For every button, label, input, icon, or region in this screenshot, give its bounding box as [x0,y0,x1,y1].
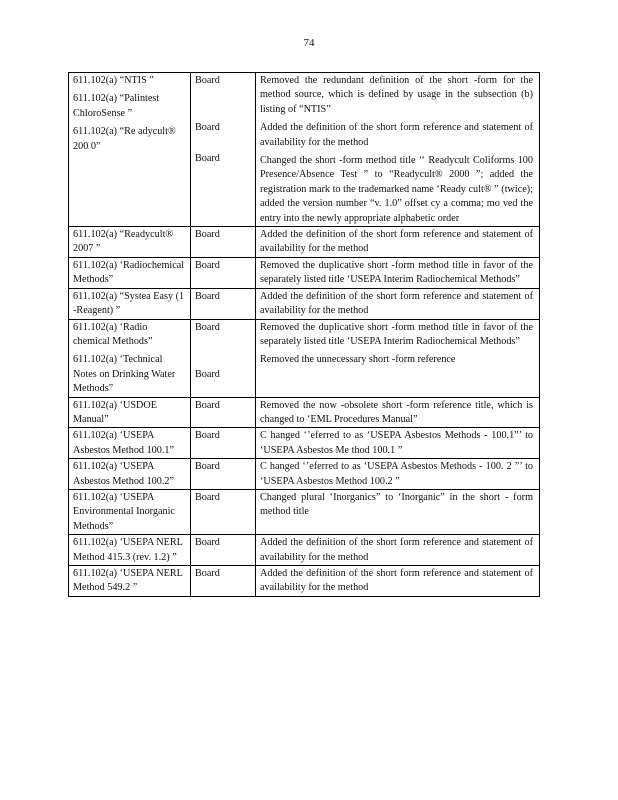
table-row [69,489,540,534]
action-cell: C hanged ‘’eferred to as ‘USEPA Asbestos Methods - 100. 2 ”’ to ‘USEPA Asbestos Method 100.2 ” [256,459,540,490]
action-cell: Removed the now -obsolete short -form reference title, which is changed to ‘EML Procedures Manual” [256,397,540,428]
agent-text: Board [195,152,220,164]
agent-text: Board [195,368,220,380]
table-row [69,227,540,258]
action-cell [256,73,540,227]
table-row [69,397,540,428]
agent-cell: Board [191,257,256,288]
agent-cell [191,319,256,397]
action-text: Removed the duplicative short -form method title in favor of the separately listed title ‘USEPA Interim Radiochemical Methods” [260,321,533,347]
agent-cell: Board [191,566,256,597]
table-row [69,428,540,459]
action-cell: Removed the duplicative short -form method title in favor of the separately listed title ‘USEPA Interim Radiochemical Methods” [256,257,540,288]
table-row [69,288,540,319]
action-text: Changed the short -form method title ‘‘ Readycult Coliforms 100 Presence/Absence Test ” to “Readycult® 2000 ”; added the registration mark to the trademarked name ‘Ready cult® ” (twice); added the version number “v. 1.0” offset cy a comma; mo ved the entry into the newly appropriate alphabetic order [260,155,533,224]
action-cell: C hanged ‘’eferred to as ‘USEPA Asbestos Methods - 100.1”’ to ‘USEPA Asbestos Me thod 100.1 ” [256,428,540,459]
agent-cell [191,73,256,227]
agent-cell: Board [191,459,256,490]
action-cell: Changed plural ‘Inorganics” to ‘Inorganic” in the short - form method title [256,489,540,534]
section-cell: 611.102(a) ‘USEPA NERL Method 549.2 ” [69,566,191,597]
page-number: 74 [303,37,315,49]
table-row [69,535,540,566]
action-cell: Added the definition of the short form reference and statement of availability for the method [256,288,540,319]
table-row [69,459,540,490]
section-text: 611.102(a) ‘Radio chemical Methods” [73,321,153,347]
section-cell: 611.102(a) “Systea Easy (1 -Reagent) ” [69,288,191,319]
table-row [69,73,540,227]
action-cell: Added the definition of the short form reference and statement of availability for the method [256,566,540,597]
table-row [69,566,540,597]
agent-cell: Board [191,397,256,428]
agent-text: Board [195,321,220,333]
section-cell: 611.102(a) ‘USEPA Asbestos Method 100.2” [69,459,191,490]
section-cell: 611.102(a) ‘Radiochemical Methods” [69,257,191,288]
section-cell: 611.102(a) “Readycult® 2007 ” [69,227,191,258]
action-text: Added the definition of the short form reference and statement of availability for the method [260,122,533,148]
section-text: 611.102(a) “Re adycult® 200 0” [73,126,176,152]
agent-text: Board [195,75,220,86]
section-text: 611.102(a) “Palintest ChloroSense ” [73,93,160,119]
action-text: Removed the unnecessary short -form reference [260,354,456,366]
section-cell [69,73,191,227]
section-cell: 611.102(a) ‘USEPA Asbestos Method 100.1” [69,428,191,459]
action-cell: Added the definition of the short form reference and statement of availability for the method [256,535,540,566]
table-row [69,319,540,397]
section-cell: 611.102(a) ‘USEPA Environmental Inorganic Methods” [69,489,191,534]
agent-cell: Board [191,428,256,459]
agent-cell: Board [191,227,256,258]
section-cell: 611.102(a) ‘USEPA NERL Method 415.3 (rev. 1.2) ” [69,535,191,566]
action-text: Removed the redundant definition of the short -form for the method source, which is defined by usage in the subsection (b) listing of “NTIS” [260,75,533,115]
table-row [69,257,540,288]
action-cell: Added the definition of the short form reference and statement of availability for the method [256,227,540,258]
agent-cell: Board [191,535,256,566]
section-text: 611.102(a) “NTIS ” [73,75,154,86]
agent-text: Board [195,122,220,134]
agent-cell: Board [191,489,256,534]
action-cell [256,319,540,397]
section-text: 611.102(a) ‘Technical Notes on Drinking Water Methods” [73,354,176,395]
section-cell: 611.102(a) ‘USDOE Manual” [69,397,191,428]
section-cell [69,319,191,397]
amendments-table [68,72,540,597]
agent-cell: Board [191,288,256,319]
